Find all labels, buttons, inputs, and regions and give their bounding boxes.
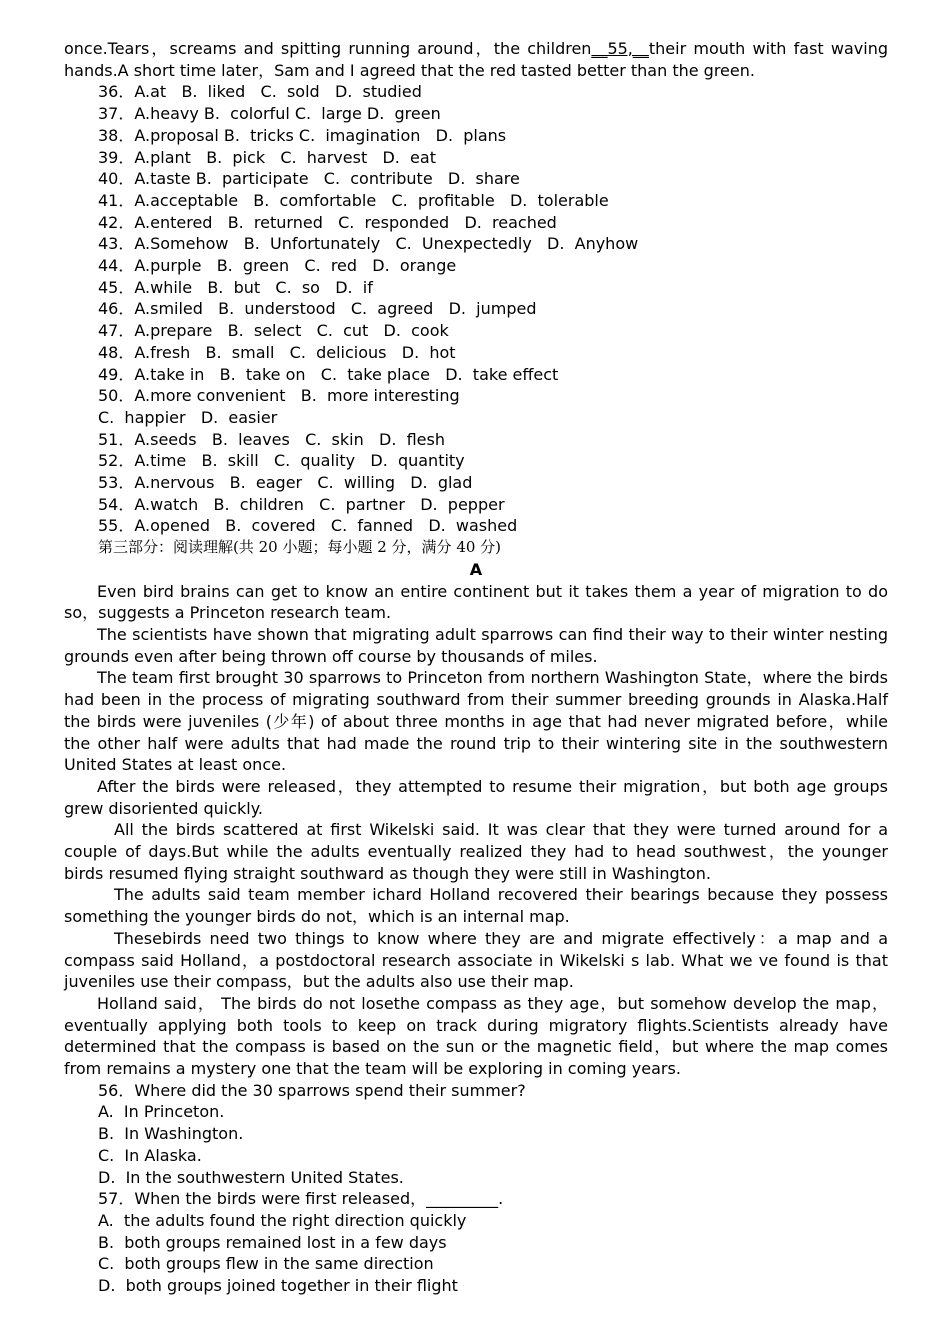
passage-letter: A: [469, 559, 483, 579]
question-stem: 57．When the birds were first released，_________.: [98, 1189, 504, 1209]
section-heading: 第三部分：阅读理解(共 20 小题；每小题 2 分，满分 40 分): [98, 538, 502, 557]
cloze-option-52: 52．A.time B. skill C. quality D. quantity: [98, 451, 465, 471]
question-57: [64, 1188, 888, 1297]
document-page: [64, 38, 888, 1297]
blank-55: __55,__: [591, 39, 649, 58]
question-option: B. In Washington.: [98, 1124, 244, 1144]
cloze-option-49: 49．A.take in B. take on C. take place D. take effect: [98, 364, 559, 384]
question-stem: 56．Where did the 30 sparrows spend their summer?: [98, 1080, 526, 1100]
passage-paragraph-2: The scientists have shown that migrating adult sparrows can find their way to their winter nesting grounds even after being thrown off course by thousands of miles.: [64, 624, 888, 666]
cloze-option-38: 38．A.proposal B. tricks C. imagination D. plans: [98, 125, 507, 145]
cloze-option-40: 40．A.taste B. participate C. contribute D. share: [98, 169, 520, 189]
passage-paragraph-8: Holland said， The birds do not losethe compass as they age，but somehow develop the map，eventually applying both tools to keep on track during migratory flights.Scientists already have determined that the compass is based on the sun or the magnetic field，but where the map comes from remains a mystery one that the team will be exploring in coming years.: [64, 993, 888, 1079]
cloze-option-43: 43．A.Somehow B. Unfortunately C. Unexpectedly D. Anyhow: [98, 234, 639, 254]
cloze-option-36: 36．A.at B. liked C. sold D. studied: [98, 82, 422, 102]
question-option: A. the adults found the right direction quickly: [98, 1210, 467, 1230]
cloze-option-47: 47．A.prepare B. select C. cut D. cook: [98, 321, 449, 341]
passage-paragraph-4: After the birds were released，they attempted to resume their migration，but both age groups grew disoriented quickly.: [64, 776, 888, 818]
cloze-option-50-continued: C. happier D. easier: [98, 407, 278, 427]
cloze-option-46: 46．A.smiled B. understood C. agreed D. jumped: [98, 299, 537, 319]
question-option: B. both groups remained lost in a few days: [98, 1232, 447, 1252]
cloze-option-53: 53．A.nervous B. eager C. willing D. glad: [98, 473, 473, 493]
passage-paragraph-5: All the birds scattered at first Wikelski said. It was clear that they were turned around for a couple of days.But while the adults eventually realized they had to head southwest，the younger birds resumed flying straight southward as though they were still in Washington.: [64, 820, 888, 883]
intro-paragraph: [64, 38, 888, 81]
question-option: C. In Alaska.: [98, 1145, 202, 1165]
cloze-option-55: 55．A.opened B. covered C. fanned D. washed: [98, 516, 518, 536]
question-option: D. both groups joined together in their flight: [98, 1276, 458, 1296]
cloze-option-37: 37．A.heavy B. colorful C. large D. green: [98, 104, 441, 124]
cloze-option-39: 39．A.plant B. pick C. harvest D. eat: [98, 147, 436, 167]
intro-text-start: once.Tears，screams and spitting running around，the children: [64, 39, 592, 58]
passage-paragraph-1: Even bird brains can get to know an entire continent but it takes them a year of migration to do so，suggests a Princeton research team.: [64, 581, 888, 623]
cloze-option-45: 45．A.while B. but C. so D. if: [98, 277, 373, 297]
question-option: D. In the southwestern United States.: [98, 1167, 404, 1187]
question-option: A. In Princeton.: [98, 1102, 225, 1122]
cloze-option-54: 54．A.watch B. children C. partner D. pepper: [98, 494, 505, 514]
intro-text-end: their mouth with fast waving hands.A short time later，Sam and I agreed that the red tasted better than the green.: [64, 39, 888, 80]
passage-paragraph-6: The adults said team member ichard Holland recovered their bearings because they possess something the younger birds do not，which is an internal map.: [64, 885, 888, 927]
passage-paragraph-7: Thesebirds need two things to know where they are and migrate effectively：a map and a compass said Holland，a postdoctoral research associate in Wikelski s lab. What we ve found is that juveniles use their compass，but the adults also use their map.: [64, 928, 888, 992]
cloze-options-list: [64, 81, 888, 537]
cloze-option-42: 42．A.entered B. returned C. responded D. reached: [98, 212, 557, 232]
cloze-option-50: 50．A.more convenient B. more interesting: [98, 386, 460, 406]
cloze-option-44: 44．A.purple B. green C. red D. orange: [98, 256, 457, 276]
question-56: [64, 1080, 888, 1189]
question-option: C. both groups flew in the same direction: [98, 1254, 434, 1274]
cloze-option-41: 41．A.acceptable B. comfortable C. profitable D. tolerable: [98, 190, 609, 210]
cloze-option-51: 51．A.seeds B. leaves C. skin D. flesh: [98, 429, 445, 449]
passage-paragraph-3: The team first brought 30 sparrows to Princeton from northern Washington State，where the birds had been in the process of migrating southward from their summer breeding grounds in Alaska.Half the birds were juveniles (少年) of about three months in age that had never migrated before，while the other half were adults that had made the round trip to their wintering site in the southwestern United States at least once.: [64, 668, 888, 775]
cloze-option-48: 48．A.fresh B. small C. delicious D. hot: [98, 342, 456, 362]
